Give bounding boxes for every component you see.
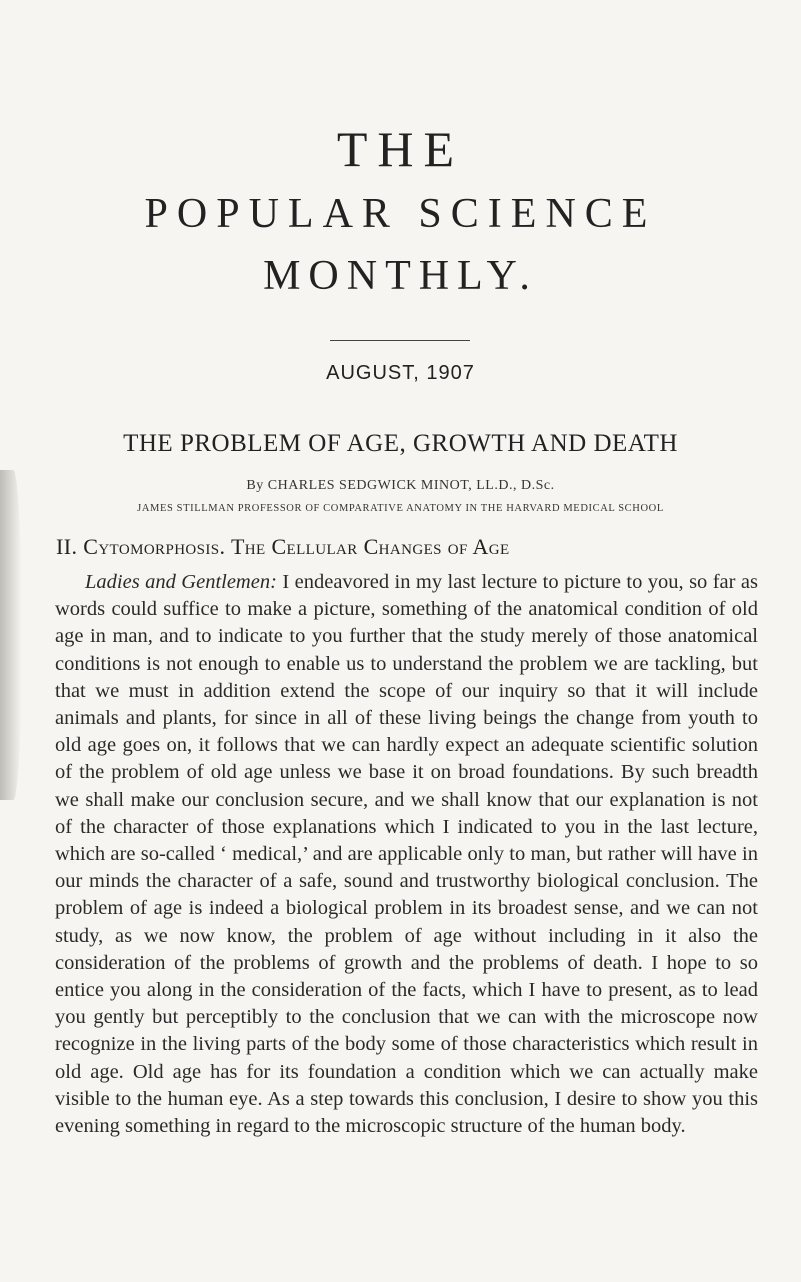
article-byline: By CHARLES SEDGWICK MINOT, LL.D., D.Sc. xyxy=(246,478,555,493)
masthead-divider xyxy=(330,340,470,341)
masthead-line-popular-science: POPULAR SCIENCE xyxy=(144,191,657,237)
section-heading: II. Cytomorphosis. The Cellular Changes of Age xyxy=(56,534,510,559)
masthead-line-monthly: MONTHLY. xyxy=(263,253,538,299)
article-body-paragraph xyxy=(55,569,758,1140)
page-binding-shadow xyxy=(0,470,22,800)
body-text: I endeavored in my last lecture to picture to you, so far as words could suffice to make a picture, something of the anatomical condition of old age in man, and to indicate to you further that the study merely of those anatomical conditions is not enough to enable us to understand the problem we are tackling, but that we must in addition extend the scope of our inquiry so that it will include animals and plants, for since in all of these living beings the change from youth to old age goes on, it follows that we can hardly expect an adequate scientific solution of the problem of old age unless we base it on broad foundations. By such breadth we shall make our conclusion secure, and we shall know that our explanation is not of the character of those explanations which I indicated to you in the last lecture, which are so-called ‘ medical,’ and are applicable only to man, but rather will have in our minds the character of a safe, sound and trustworthy biological conclusion. The problem of age is indeed a biological problem in its broadest sense, and we can not study, as we now know, the problem of age without including in it also the consideration of the problems of growth and the problems of death. I hope to so entice you along in the consideration of the facts, which I have to present, as to lead you gently but perceptibly to the conclusion that we can with the microscope now recognize in the living parts of the body some of those characteristics which result in old age. Old age has for its foundation a condition which we can actually make visible to the human eye. As a step towards this conclusion, I desire to show you this evening something in regard to the microscopic structure of the human body. xyxy=(55,571,758,1138)
article-title: THE PROBLEM OF AGE, GROWTH AND DEATH xyxy=(123,430,678,457)
author-affiliation: JAMES STILLMAN PROFESSOR OF COMPARATIVE ANATOMY IN THE HARVARD MEDICAL SCHOOL xyxy=(137,503,664,514)
salutation: Ladies and Gentlemen: xyxy=(85,571,277,593)
issue-date: AUGUST, 1907 xyxy=(326,362,475,384)
masthead-line-the: THE xyxy=(336,121,465,177)
